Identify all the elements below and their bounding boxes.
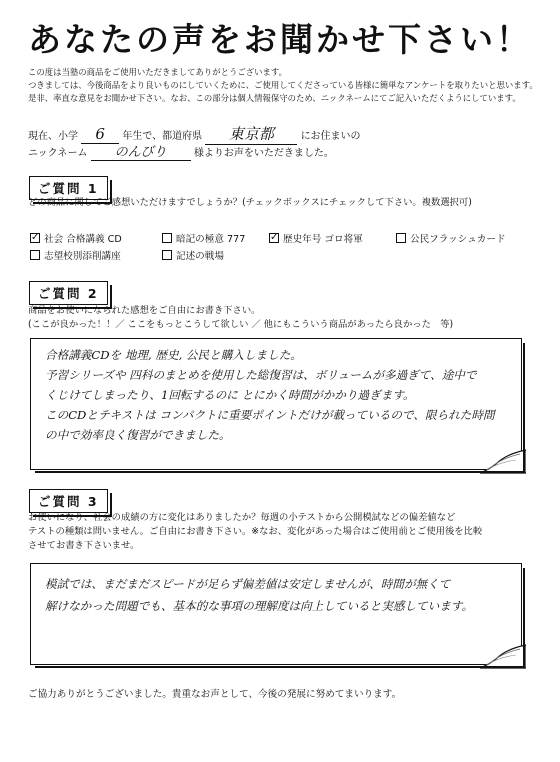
profile-line-2 — [28, 141, 334, 161]
option-label: 志望校別添削講座 — [44, 251, 121, 262]
prefecture-suffix: にお住まいの — [300, 131, 361, 142]
option-label: 公民フラッシュカード — [410, 234, 506, 245]
option-label: 暗記の極意 777 — [176, 234, 246, 245]
page-curl-icon — [476, 643, 526, 669]
option-anki-777[interactable] — [162, 231, 245, 245]
checkbox-checked-icon[interactable]: ✓ — [270, 232, 279, 243]
option-civics-cards[interactable] — [396, 231, 506, 245]
question-2-text-2: (ここが良かった！！／ ここをもっとこうして欲しい ／ 他にもこういう商品があったら良かった 等) — [28, 319, 454, 330]
answer-2-line-1: 合格講義CDを 地理, 歴史, 公民と購入しました。 — [45, 348, 302, 362]
answer-2-line-5: の中で効率良く復習ができました。 — [45, 428, 231, 442]
question-1-header: ご質問 1 — [29, 176, 108, 200]
answer-2-line-4: このCDとテキストは コンパクトに重要ポイントだけが載っているので、限られた時間 — [45, 408, 495, 422]
footer-message: ご協力ありがとうございました。貴重なお声として、今後の発展に努めてまいります。 — [28, 689, 402, 700]
answer-3-line-1: 模試では、まだまだスピードが足らず偏差値は安定しませんが、時間が無くて — [45, 577, 451, 591]
profile-prefix: 現在、小学 — [28, 131, 78, 142]
answer-2-line-3: くじけてしまったり、1回転するのに とにかく時間がかかり過ぎます。 — [45, 388, 415, 402]
checkbox-checked-icon[interactable]: ✓ — [31, 232, 40, 243]
question-2-header: ご質問 2 — [29, 281, 108, 305]
question-3-text-2: テストの種類は問いません。ご自由にお書き下さい。※なお、変化があった場合はご使用前とご使用後を比較 — [28, 526, 483, 537]
question-2-answer-box — [30, 338, 522, 470]
question-1-text: どの商品に関してご感想いただけますでしょうか？(チェックボックスにチェックして下さい。複数選択可) — [28, 197, 472, 208]
option-label: 社会 合格講義 CD — [44, 234, 122, 245]
nickname-value: のんびり — [91, 141, 191, 161]
checkbox-icon[interactable] — [396, 233, 406, 243]
option-label: 記述の戦場 — [176, 251, 224, 262]
option-label: 歴史年号 ゴロ将軍 — [283, 234, 363, 245]
nickname-label: ニックネーム — [28, 148, 88, 159]
option-school-course[interactable] — [30, 248, 121, 262]
grade-value: 6 — [81, 125, 119, 144]
intro-line-1: この度は当塾の商品をご使用いただきましてありがとうございます。 — [28, 67, 287, 77]
option-social-cd[interactable] — [30, 231, 122, 245]
page-curl-icon — [476, 448, 526, 474]
checkbox-icon[interactable] — [162, 250, 172, 260]
answer-3-line-2: 解けなかった問題でも、基本的な事項の理解度は向上していると実感しています。 — [45, 599, 474, 613]
page-title: あなたの声をお聞かせ下さい！ — [28, 20, 532, 59]
checkbox-icon[interactable] — [30, 250, 40, 260]
question-3-header: ご質問 3 — [29, 489, 108, 513]
prefecture-value: 東京都 — [205, 123, 297, 145]
option-kijutsu[interactable] — [162, 248, 224, 262]
checkbox-icon[interactable] — [162, 233, 172, 243]
answer-2-line-2: 予習シリーズや 四科のまとめを使用した総復習は、ボリュームが多過ぎて、途中で — [45, 368, 477, 382]
question-2-text-1: 商品をお使いになられた感想をご自由にお書き下さい。 — [28, 305, 261, 316]
intro-line-3: 是非、率直な意見をお聞かせ下さい。なお、この部分は個人情報保守のため、ニックネームにてご記入いただくようにしています。 — [28, 93, 521, 103]
option-history-goro[interactable] — [269, 231, 363, 245]
grade-suffix: 年生で、都道府県 — [122, 131, 203, 142]
nickname-suffix: 様よりお声をいただきました。 — [193, 148, 334, 159]
question-3-text-3: させてお書き下さいませ。 — [28, 540, 140, 551]
intro-line-2: つきましては、今後商品をより良いものにしていくために、ご使用してくださっている皆様に簡単なアンケートを取りたいと思います。 — [28, 80, 538, 90]
question-3-text-1: お使いになり、社会の成績の方に変化はありましたか？毎週の小テストから公開模試などの偏差値など — [28, 512, 456, 523]
question-3-answer-box — [30, 563, 522, 665]
